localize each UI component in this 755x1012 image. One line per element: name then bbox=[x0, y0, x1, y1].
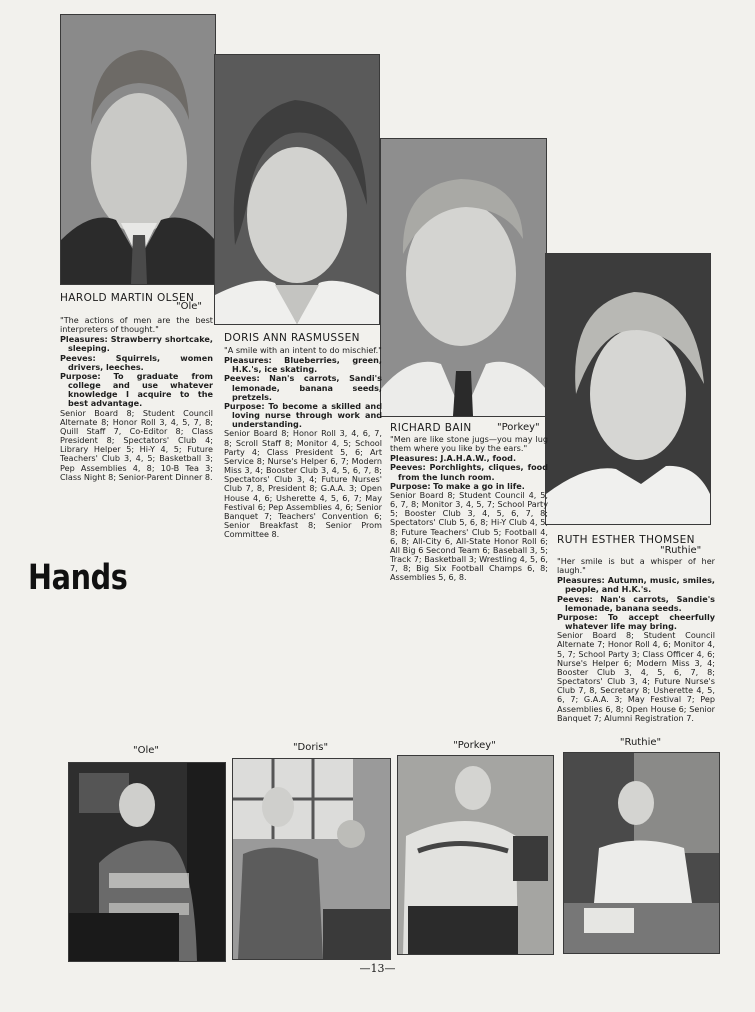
bio-quote: "Men are like stone jugs—you may lug them where you like by the ears." bbox=[390, 434, 548, 454]
portrait-photo-ruth-thomsen bbox=[545, 253, 711, 525]
peeves-text: Porchlights, cliques, food from the lunch room. bbox=[398, 462, 548, 482]
peeves-label: Peeves: bbox=[60, 352, 96, 363]
senior-name: RUTH ESTHER THOMSEN bbox=[557, 534, 695, 546]
candid-caption: "Porkey" bbox=[453, 740, 496, 751]
pleasures-label: Pleasures: bbox=[224, 355, 272, 366]
activities-text: Senior Board 8; Student Council 4, 5, 6, 7, 8; Monitor 3, 4, 5, 7; School Party 5; Booster Club 3, 4, 5, 6, 7, 8; Spectators' Club 5, 6, 8; Hi-Y Club 4, 5, 8; Future Teachers' Club 5; Football 4, 6, 8; All-City 6, All-State Honor Roll 6; All Big 6 Second Team 6; Baseball 3, 5; Track 7; Basketball 3; Wrestling 4, 5, 6, 7, 8; Big Six Football Champs 6, 8; Assemblies 5, 6, 8. bbox=[390, 489, 548, 583]
pleasures-text: J.A.H.A.W., food. bbox=[440, 453, 517, 464]
candid-photo-ole-typing bbox=[68, 762, 226, 962]
purpose-text: To make a go in life. bbox=[433, 480, 525, 491]
senior-nickname: "Ole" bbox=[176, 301, 203, 312]
candid-photo-porkey-phone bbox=[397, 755, 554, 955]
peeves-label: Peeves: bbox=[557, 593, 593, 604]
candid-caption: "Ruthie" bbox=[619, 737, 662, 748]
peeves-text: Nan's carrots, Sandi's lemonade, banana seeds, pretzels. bbox=[232, 373, 382, 402]
senior-nickname: "Ruthie" bbox=[660, 545, 702, 556]
senior-nickname: "Porkey" bbox=[497, 422, 540, 433]
section-title: Hands bbox=[28, 558, 128, 598]
pleasures-text: Autumn, music, smiles, people, and H.K.'s. bbox=[565, 575, 715, 595]
candid-photo-ruthie-writing bbox=[563, 752, 720, 954]
senior-bio bbox=[390, 435, 548, 583]
page-number: —13— bbox=[359, 962, 396, 975]
portrait-photo-doris-rasmussen bbox=[214, 54, 380, 325]
purpose-label: Purpose: bbox=[60, 370, 101, 381]
senior-name: DORIS ANN RASMUSSEN bbox=[224, 332, 360, 344]
purpose-label: Purpose: bbox=[224, 400, 265, 411]
activities-text: Senior Board 8; Student Council Alternate 7; Honor Roll 4, 6; Monitor 4, 5, 7; School Party 3; Class Officer 4, 6; Nurse's Helper 6; Modern Miss 3, 4; Booster Club 3, 4, 5, 6, 7, 8; Spectators' Club 3, 4; Future Nurse's Club 7, 8, Secretary 8; Usherette 4, 5, 6, 7; G.A.A. 3; May Festival 7; Pep Assemblies 6, 8; Open House 6; Senior Banquet 7; Alumni Registration 7. bbox=[557, 630, 715, 723]
senior-bio bbox=[224, 346, 382, 539]
candid-caption: "Ole" bbox=[132, 745, 159, 756]
pleasures-text: Strawberry shortcake, sleeping. bbox=[68, 334, 213, 354]
pleasures-label: Pleasures: bbox=[557, 575, 605, 586]
activities-text: Senior Board 8; Honor Roll 3, 4, 6, 7, 8; Scroll Staff 8; Monitor 4, 5; School Party 4; Class President 5, 6; Art Service 8; Nurse's Helper 6, 7; Modern Miss 3, 4; Booster Club 3, 4, 5, 6, 7, 8; Spectators' Club 3, 4; Future Nurses' Club 7, 8, President 8; G.A.A. 3; Open House 4, 6; Usherette 4, 5, 6, 7; May Festival 6; Pep Assemblies 4, 6; Senior Banquet 7; Teachers' Convention 6; Senior Breakfast 8; Senior Prom Committee 8. bbox=[224, 428, 382, 540]
purpose-text: To graduate from college and use whatever knowledge I acquire to the best advantage. bbox=[68, 370, 213, 409]
peeves-label: Peeves: bbox=[224, 373, 260, 384]
activities-text: Senior Board 8; Student Council Alternate 8; Honor Roll 3, 4, 5, 7, 8; Quill Staff 7, Co-Editor 8; Class President 8; Spectators' Club 4; Library Helper 5; Hi-Y 4, 5; Future Teachers' Club 3, 4, 5; Basketball 3; Pep Assemblies 4, 8; 10-B Tea 3; Class Night 8; Senior-Parent Dinner 8. bbox=[60, 407, 213, 482]
portrait-photo-harold-olsen bbox=[60, 14, 216, 285]
bio-quote: "Her smile is but a whisper of her laugh." bbox=[557, 556, 715, 576]
senior-bio bbox=[557, 557, 715, 723]
purpose-label: Purpose: bbox=[557, 611, 598, 622]
senior-bio bbox=[60, 316, 213, 482]
candid-photo-doris-flowers bbox=[232, 758, 391, 960]
bio-quote: "The actions of men are the best interpreters of thought." bbox=[60, 315, 213, 335]
pleasures-text: Blueberries, green, H.K.'s, ice skating. bbox=[232, 355, 382, 375]
purpose-label: Purpose: bbox=[390, 480, 431, 491]
peeves-text: Squirrels, women drivers, leeches. bbox=[68, 352, 213, 372]
peeves-text: Nan's carrots, Sandie's lemonade, banana seeds. bbox=[565, 593, 715, 613]
bio-quote: "A smile with an intent to do mischief." bbox=[224, 345, 382, 355]
purpose-text: To accept cheerfully whatever life may bring. bbox=[565, 611, 715, 632]
senior-name: RICHARD BAIN bbox=[390, 422, 472, 434]
peeves-label: Peeves: bbox=[390, 462, 426, 473]
portrait-photo-richard-bain bbox=[380, 138, 547, 417]
pleasures-label: Pleasures: bbox=[390, 453, 438, 464]
purpose-text: To become a skilled and loving nurse through work and understanding. bbox=[232, 400, 382, 430]
pleasures-label: Pleasures: bbox=[60, 334, 108, 345]
senior-name: HAROLD MARTIN OLSEN bbox=[60, 292, 195, 304]
candid-caption: "Doris" bbox=[292, 742, 329, 753]
